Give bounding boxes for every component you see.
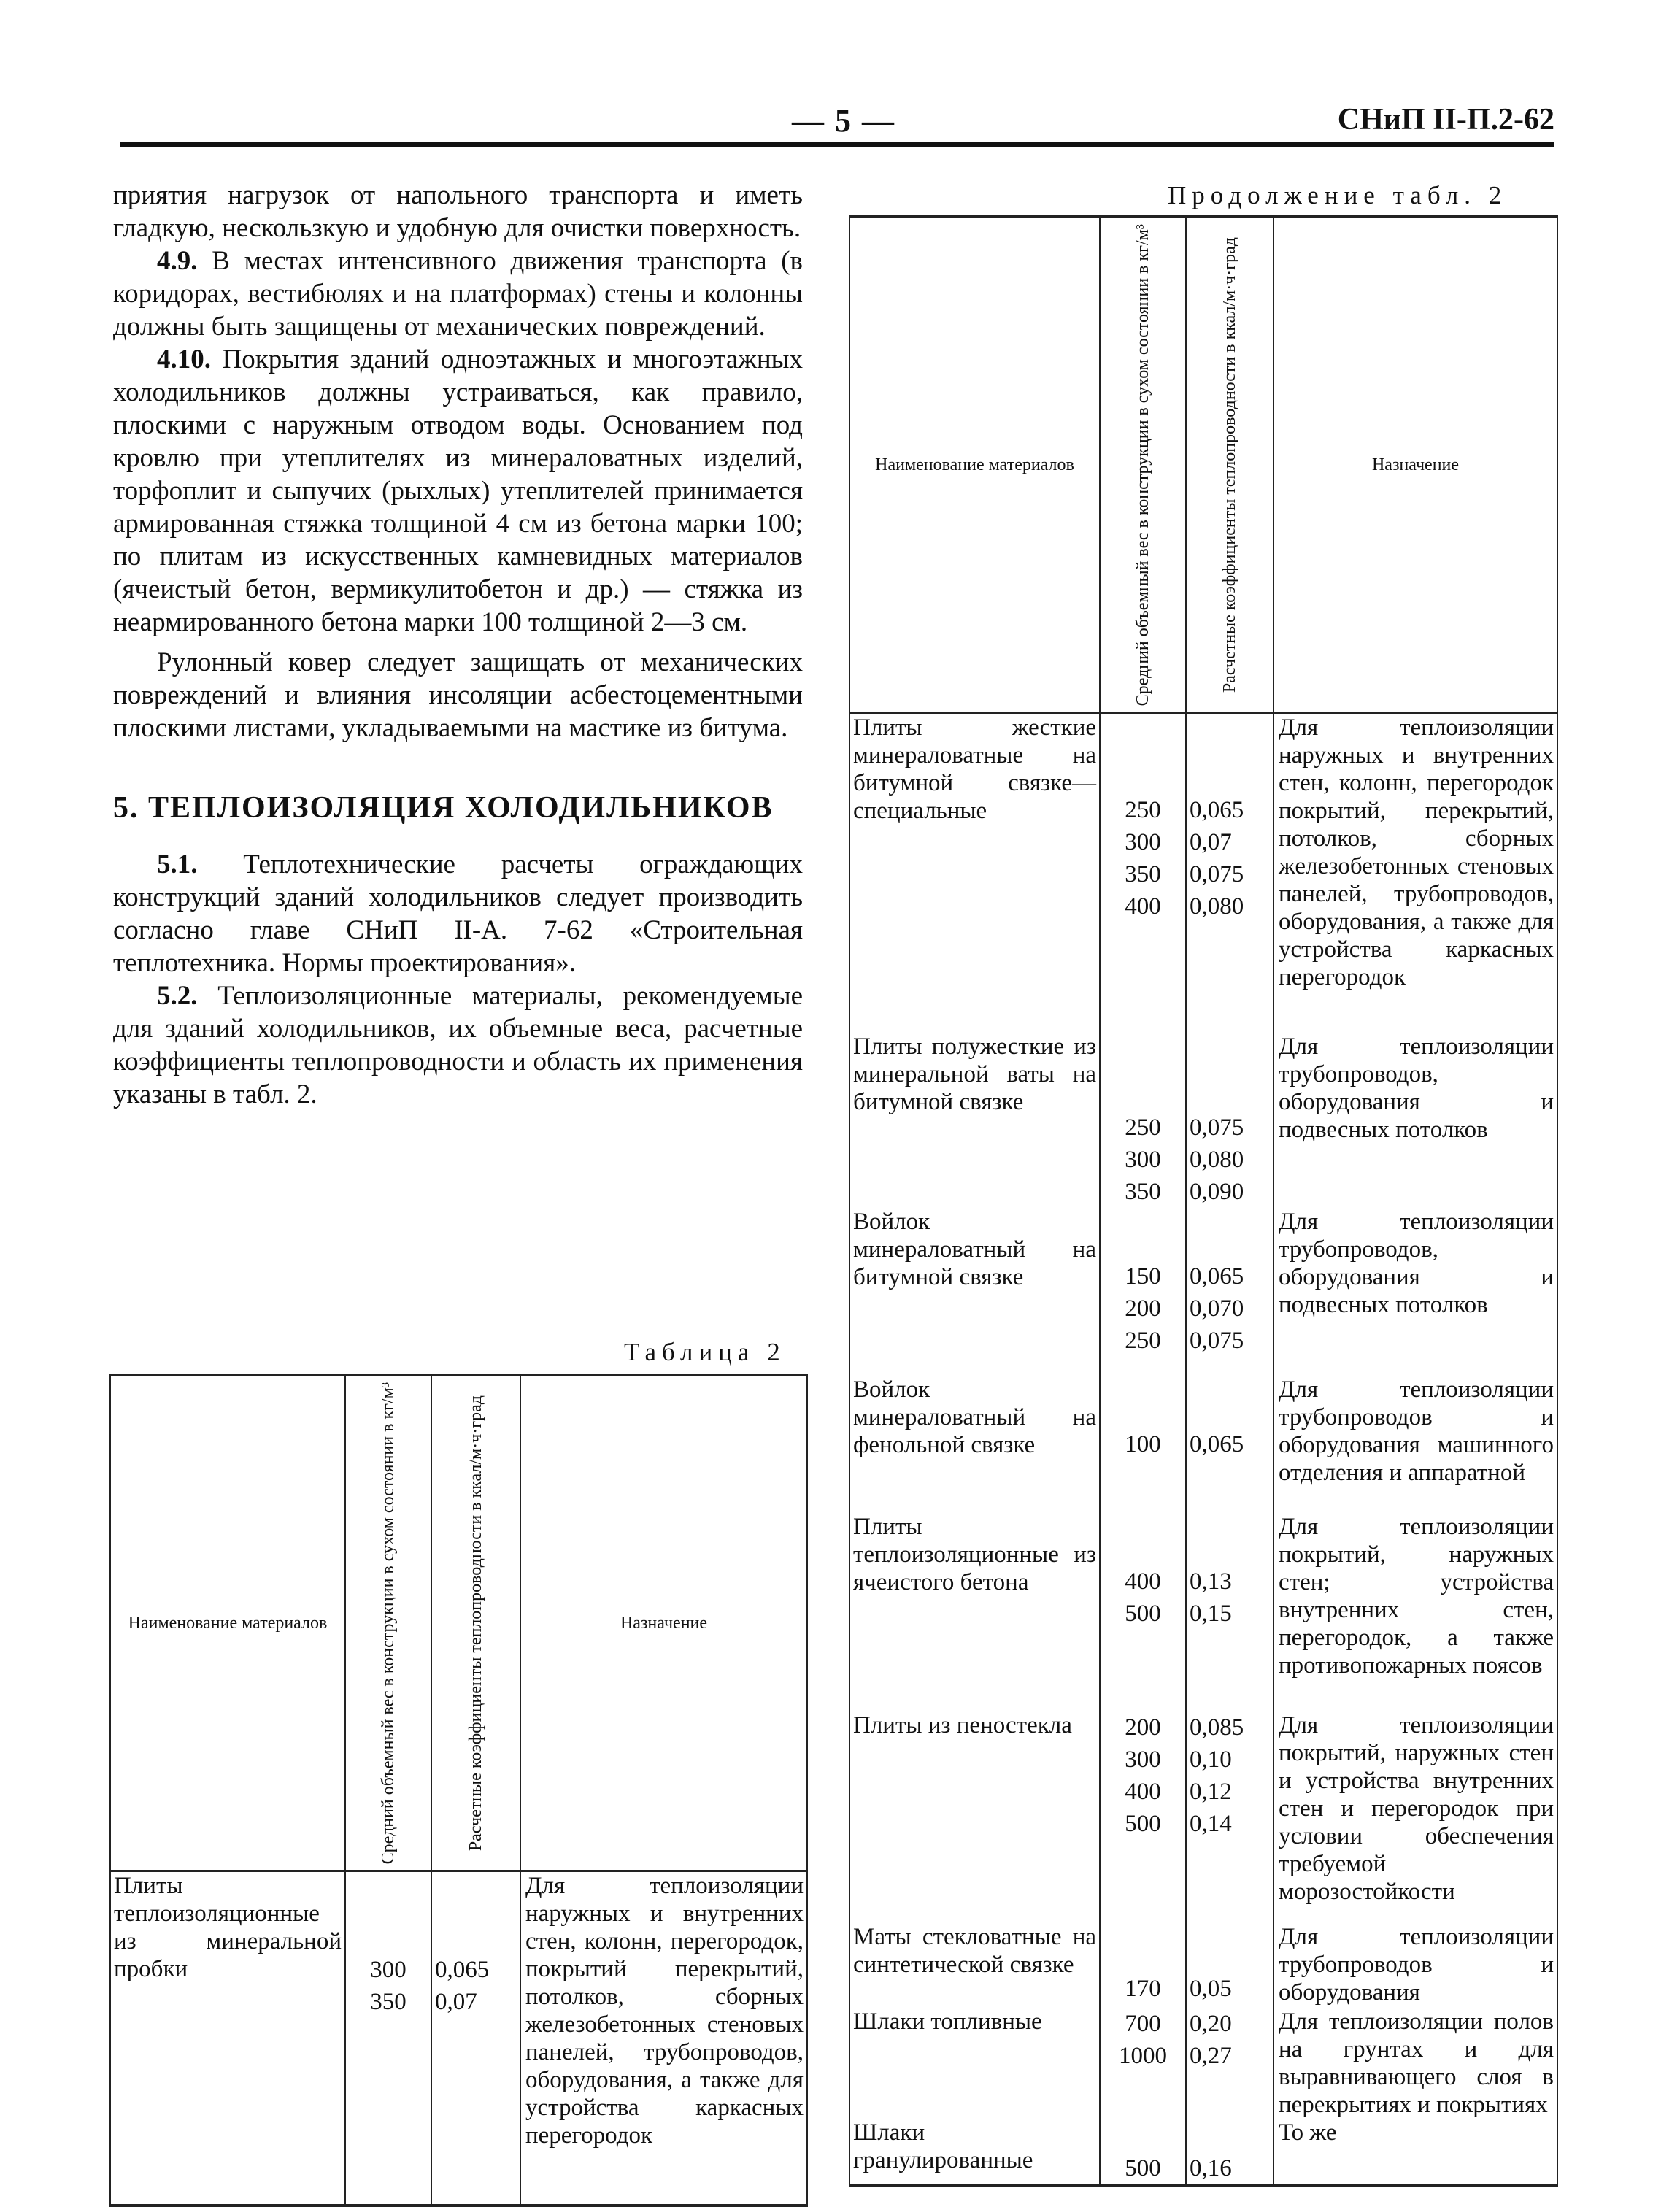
density-value: 200 — [1125, 1714, 1161, 1741]
density-value: 250 — [1125, 1327, 1161, 1354]
coefficient-values — [431, 1871, 520, 2206]
table-row — [849, 1376, 1557, 1513]
coefficient-values — [1186, 1513, 1274, 1711]
material-purpose: То же — [1274, 2119, 1557, 2186]
density-value: 350 — [1125, 1178, 1161, 1205]
material-name: Маты стекловатные на синтетической связке — [849, 1923, 1100, 2008]
coefficient-value: 0,075 — [1190, 861, 1244, 888]
coefficient-values — [1186, 2119, 1274, 2186]
density-value: 300 — [370, 1957, 406, 1984]
coefficient-values — [1186, 1711, 1274, 1923]
coefficient-value: 0,10 — [1190, 1746, 1232, 1773]
column-header-purpose: Назначение — [520, 1375, 807, 1871]
density-values — [1100, 1711, 1186, 1923]
density-value: 400 — [1125, 1568, 1161, 1595]
material-name: Плиты полужесткие из минеральной ваты на битумной связке — [849, 1033, 1100, 1208]
coefficient-value: 0,05 — [1190, 1975, 1232, 2002]
column-header-coefficient — [1186, 217, 1274, 713]
material-name: Войлок минераловатный на битумной связке — [849, 1208, 1100, 1376]
material-name: Плиты из пеностекла — [849, 1711, 1100, 1923]
density-value: 300 — [1125, 829, 1161, 856]
density-value: 500 — [1125, 2154, 1161, 2181]
density-values — [1100, 2008, 1186, 2119]
table-row — [849, 2008, 1557, 2119]
density-header-text: Средний объемный вес в конструкции в сухом состоянии в кг/м³ — [1133, 224, 1152, 706]
material-purpose: Для теплоизоляции трубопроводов и оборудования машинного отделения и аппаратной — [1274, 1376, 1557, 1513]
material-purpose: Для теплоизоляции трубопроводов, оборудования и подвесных потолков — [1274, 1033, 1557, 1208]
header-rule — [120, 142, 1554, 147]
coefficient-value: 0,14 — [1190, 1810, 1232, 1837]
clause-number: 5.1. — [157, 850, 198, 879]
table-row — [110, 1871, 807, 2206]
material-purpose: Для теплоизоляции покрытий, наружных стен и устройства внутренних стен и перегородок при условии обеспечения требуемой морозостойкости — [1274, 1711, 1557, 1923]
coefficient-value: 0,07 — [435, 1989, 477, 2016]
coefficient-value: 0,065 — [1190, 797, 1244, 824]
coefficient-value: 0,16 — [1190, 2154, 1232, 2181]
column-header-purpose: Назначение — [1274, 217, 1557, 713]
density-value: 300 — [1125, 1746, 1161, 1773]
coefficient-value: 0,070 — [1190, 1295, 1244, 1322]
material-purpose: Для теплоизоляции покрытий, наружных стен; устройства внутренних стен, перегородок, а также противопожарных поясов — [1274, 1513, 1557, 1711]
density-value: 170 — [1125, 1975, 1161, 2002]
materials-table-part-2 — [849, 215, 1558, 2187]
coefficient-value: 0,075 — [1190, 1327, 1244, 1354]
paragraph-5-2 — [113, 979, 803, 1111]
materials-table-part-1 — [109, 1374, 808, 2207]
paragraph-text: В местах интенсивного движения транспорта (в коридорах, вестибюлях и на платформах) стены и колонны должны быть защищены от механических повреждений. — [113, 246, 803, 342]
column-header-name: Наименование материалов — [849, 217, 1100, 713]
coefficient-value: 0,080 — [1190, 893, 1244, 920]
page-header — [120, 102, 1554, 146]
coefficient-value: 0,065 — [1190, 1263, 1244, 1290]
density-value: 100 — [1125, 1430, 1161, 1457]
table-row — [849, 1923, 1557, 2008]
density-values — [1100, 1033, 1186, 1208]
density-value: 400 — [1125, 1778, 1161, 1805]
density-values — [1100, 1208, 1186, 1376]
coefficient-value: 0,13 — [1190, 1568, 1232, 1595]
table-row — [849, 1513, 1557, 1711]
paragraph-4-8-continued: приятия нагрузок от напольного транспорта и иметь гладкую, нескользкую и удобную для очистки поверхность. — [113, 180, 803, 243]
material-purpose: Для теплоизоляции трубопроводов, оборудования и подвесных потолков — [1274, 1208, 1557, 1376]
material-name: Войлок минераловатный на фенольной связке — [849, 1376, 1100, 1513]
coefficient-value: 0,065 — [1190, 1430, 1244, 1457]
coefficient-value: 0,080 — [1190, 1146, 1244, 1173]
paragraph-roll-cover: Рулонный ковер следует защищать от механических повреждений и влияния инсоляции асбестоцементными плоскими листами, укладываемыми на мастике из битума. — [113, 647, 803, 743]
column-header-coefficient — [431, 1375, 520, 1871]
density-header-text: Средний объемный вес в конструкции в сухом состоянии в кг/м³ — [379, 1382, 398, 1865]
coefficient-values — [1186, 1923, 1274, 2008]
clause-number: 4.9. — [157, 246, 198, 276]
left-column — [113, 179, 803, 1111]
density-value: 200 — [1125, 1295, 1161, 1322]
coefficient-value: 0,27 — [1190, 2042, 1232, 2069]
density-values — [1100, 1376, 1186, 1513]
paragraph-4-10 — [113, 343, 803, 639]
material-name: Плиты теплоизоляционные из минеральной пробки — [110, 1871, 345, 2206]
coefficient-values — [1186, 2008, 1274, 2119]
paragraph-text: Покрытия зданий одноэтажных и многоэтажных холодильников должны устраиваться, как правило, плоскими с наружным отводом воды. Основанием под кровлю при утеплителях из минераловатных изделий, торфоплит и сыпучих (рыхлых) утеплителей принимается армированная стяжка толщиной 4 см из бетона марки 100; по плитам из искусственных камневидных материалов (ячеистый бетон, вермикулитобетон и др.) — стяжка из неармированного бетона марки 100 толщиной 2—3 см. — [113, 344, 803, 637]
density-values — [345, 1871, 431, 2206]
column-header-name: Наименование материалов — [110, 1375, 345, 1871]
material-purpose: Для теплоизоляции полов на грунтах и для выравнивающего слоя в перекрытиях и покрытиях — [1274, 2008, 1557, 2119]
coefficient-value: 0,085 — [1190, 1714, 1244, 1741]
paragraph-4-9 — [113, 244, 803, 343]
coefficient-value: 0,090 — [1190, 1178, 1244, 1205]
coefficient-value: 0,12 — [1190, 1778, 1232, 1805]
material-name: Шлаки топливные — [849, 2008, 1100, 2119]
coefficient-value: 0,075 — [1190, 1114, 1244, 1141]
paragraph-5-1 — [113, 848, 803, 979]
page-number: — 5 — — [792, 103, 895, 139]
material-name: Плиты теплоизоляционные из ячеистого бетона — [849, 1513, 1100, 1711]
table-row — [849, 2119, 1557, 2186]
coefficient-values — [1186, 1376, 1274, 1513]
density-value: 350 — [370, 1989, 406, 2016]
density-value: 500 — [1125, 1810, 1161, 1837]
table-row — [849, 1208, 1557, 1376]
table-row — [849, 1033, 1557, 1208]
table-continuation-caption: Продолжение табл. 2 — [1168, 181, 1508, 209]
column-header-density — [345, 1375, 431, 1871]
density-value: 700 — [1125, 2010, 1161, 2037]
density-values — [1100, 713, 1186, 1033]
density-value: 350 — [1125, 861, 1161, 888]
density-values — [1100, 1513, 1186, 1711]
table-row — [849, 1711, 1557, 1923]
clause-number: 4.10. — [157, 344, 211, 374]
paragraph-text: Теплотехнические расчеты ограждающих конструкций зданий холодильников следует производить согласно главе СНиП II-А. 7-62 «Строительная теплотехника. Нормы проектирования». — [113, 850, 803, 978]
material-purpose: Для теплоизоляции наружных и внутренних стен, колонн, перегородок покрытий, перекрытий, потолков, сборных железобетонных стеновых панелей, трубопроводов, оборудования, а также для устройства каркасных перегородок — [1274, 713, 1557, 1033]
density-values — [1100, 2119, 1186, 2186]
density-value: 500 — [1125, 1600, 1161, 1627]
density-values — [1100, 1923, 1186, 2008]
coefficient-value: 0,15 — [1190, 1600, 1232, 1627]
coefficient-values — [1186, 1033, 1274, 1208]
coefficient-header-text: Расчетные коэффициенты теплопроводности в ккал/м·ч·град — [1220, 237, 1239, 693]
coefficient-value: 0,20 — [1190, 2010, 1232, 2037]
material-purpose: Для теплоизоляции наружных и внутренних стен, колонн, перегородок, покрытий перекрытий, потолков, сборных железобетонных стеновых панелей, трубопроводов, оборудования, а также для устройства каркасных перегородок — [520, 1871, 807, 2206]
table-row — [849, 713, 1557, 1033]
column-header-density — [1100, 217, 1186, 713]
material-name: Плиты жесткие минераловатные на битумной связке—специальные — [849, 713, 1100, 1033]
material-purpose: Для теплоизоляции трубопроводов и оборудования — [1274, 1923, 1557, 2008]
document-code: СНиП II-П.2-62 — [1337, 103, 1554, 136]
clause-number: 5.2. — [157, 981, 198, 1011]
material-name: Шлаки гранулированные — [849, 2119, 1100, 2186]
table-caption: Таблица 2 — [624, 1338, 786, 1366]
density-value: 300 — [1125, 1146, 1161, 1173]
section-title: 5. ТЕПЛОИЗОЛЯЦИЯ ХОЛОДИЛЬНИКОВ — [113, 791, 774, 825]
density-value: 150 — [1125, 1263, 1161, 1290]
density-value: 250 — [1125, 1114, 1161, 1141]
coefficient-values — [1186, 1208, 1274, 1376]
coefficient-value: 0,065 — [435, 1957, 490, 1984]
density-value: 250 — [1125, 797, 1161, 824]
paragraph-text: Теплоизоляционные материалы, рекомендуемые для зданий холодильников, их объемные веса, расчетные коэффициенты теплопроводности и область их применения указаны в табл. 2. — [113, 981, 803, 1109]
coefficient-values — [1186, 713, 1274, 1033]
coefficient-header-text: Расчетные коэффициенты теплопроводности в ккал/м·ч·град — [466, 1395, 485, 1852]
coefficient-value: 0,07 — [1190, 829, 1232, 856]
density-value: 400 — [1125, 893, 1161, 920]
density-value: 1000 — [1119, 2042, 1167, 2069]
